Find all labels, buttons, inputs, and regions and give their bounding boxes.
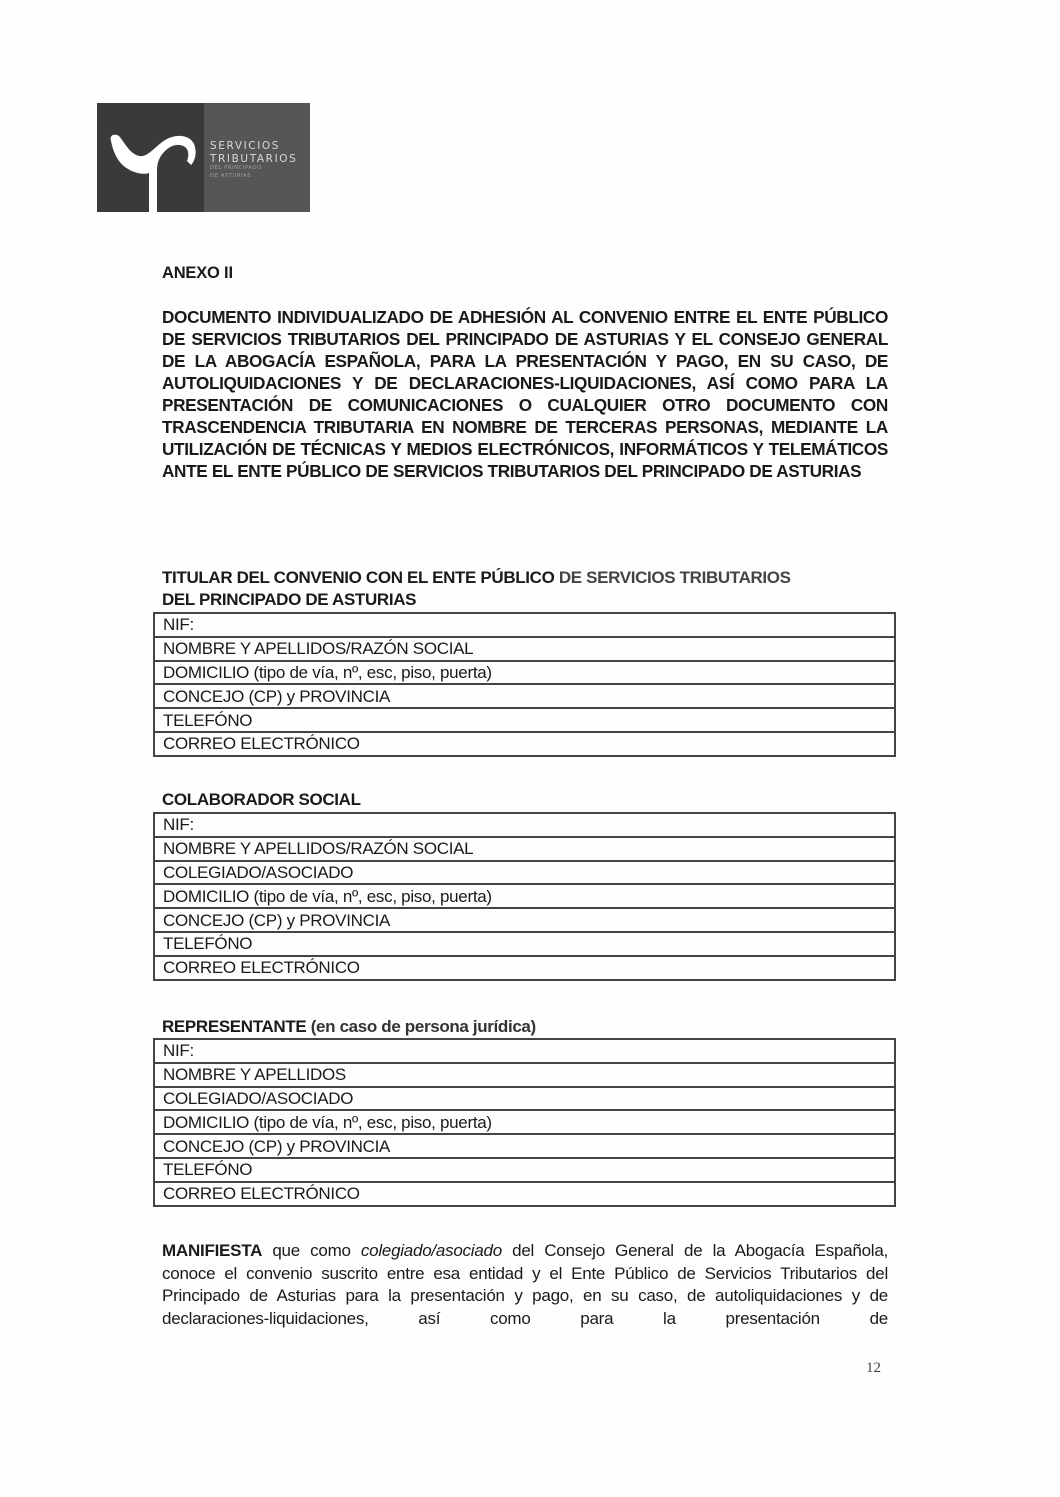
- table-row: [154, 1158, 895, 1182]
- section-title-titular: [162, 567, 892, 611]
- field-domicilio[interactable]: DOMICILIO (tipo de vía, nº, esc, piso, puerta): [154, 884, 895, 908]
- field-correo-electronico[interactable]: CORREO ELECTRÓNICO: [154, 732, 895, 756]
- table-row: [154, 1039, 895, 1063]
- table-row: [154, 1087, 895, 1111]
- field-telefono[interactable]: TELEFÓNO: [154, 932, 895, 956]
- field-domicilio[interactable]: DOMICILIO (tipo de vía, nº, esc, piso, puerta): [154, 1110, 895, 1134]
- titular-form-table: [153, 612, 896, 757]
- table-row: [154, 684, 895, 708]
- table-row: [154, 908, 895, 932]
- manifiesta-paragraph: [162, 1240, 888, 1330]
- logo-text: [210, 141, 297, 179]
- section-title-titular-line2: DEL PRINCIPADO DE ASTURIAS: [162, 590, 417, 609]
- field-concejo-provincia[interactable]: CONCEJO (CP) y PROVINCIA: [154, 684, 895, 708]
- manifiesta-text-1: que como: [262, 1241, 361, 1260]
- annex-heading: ANEXO II: [162, 264, 233, 282]
- section-title-representante-bold: REPRESENTANTE: [162, 1017, 307, 1036]
- table-row: [154, 1134, 895, 1158]
- manifiesta-italic: colegiado/asociado: [360, 1241, 502, 1260]
- section-title-representante-note: (en caso de persona jurídica): [310, 1017, 536, 1036]
- table-row: [154, 1182, 895, 1206]
- colaborador-form-table: [153, 812, 896, 981]
- field-concejo-provincia[interactable]: CONCEJO (CP) y PROVINCIA: [154, 908, 895, 932]
- table-row: [154, 637, 895, 661]
- field-correo-electronico[interactable]: CORREO ELECTRÓNICO: [154, 956, 895, 980]
- field-nif[interactable]: NIF:: [154, 1039, 895, 1063]
- section-title-colaborador: COLABORADOR SOCIAL: [162, 790, 361, 809]
- representante-form-table: [153, 1038, 896, 1207]
- logo-line-3: DEL PRINCIPADO: [210, 165, 262, 171]
- field-nombre-razon-social[interactable]: NOMBRE Y APELLIDOS/RAZÓN SOCIAL: [154, 637, 895, 661]
- manifiesta-text-2: del Consejo General de la Abogacía Española, conoce el convenio suscrito entre esa entidad y el Ente Público de Servicios Tributarios del Principado de Asturias para la presentación y pago, en su caso, de autoliquidaciones y de declaraciones-liquidaciones, así como para la presentación de: [162, 1241, 888, 1328]
- page-number: 12: [866, 1360, 881, 1376]
- field-concejo-provincia[interactable]: CONCEJO (CP) y PROVINCIA: [154, 1134, 895, 1158]
- table-row: [154, 813, 895, 837]
- table-row: [154, 708, 895, 732]
- logo-line-1: SERVICIOS: [210, 140, 281, 152]
- table-row: [154, 884, 895, 908]
- section-title-titular-part2: DE SERVICIOS TRIBUTARIOS: [558, 568, 791, 587]
- field-telefono[interactable]: TELEFÓNO: [154, 1158, 895, 1182]
- table-row: [154, 956, 895, 980]
- table-row: [154, 1063, 895, 1087]
- field-nombre-apellidos[interactable]: NOMBRE Y APELLIDOS: [154, 1063, 895, 1087]
- logo-line-4: DE ASTURIAS: [210, 172, 252, 179]
- table-row: [154, 732, 895, 756]
- table-row: [154, 932, 895, 956]
- field-nombre-razon-social[interactable]: NOMBRE Y APELLIDOS/RAZÓN SOCIAL: [154, 837, 895, 861]
- section-title-representante: [162, 1016, 892, 1038]
- table-row: [154, 661, 895, 685]
- field-nif[interactable]: NIF:: [154, 813, 895, 837]
- logo-line-2: TRIBUTARIOS: [210, 152, 298, 165]
- logo-mark-icon: [107, 123, 202, 212]
- table-row: [154, 837, 895, 861]
- field-colegiado-asociado[interactable]: COLEGIADO/ASOCIADO: [154, 861, 895, 885]
- field-telefono[interactable]: TELEFÓNO: [154, 708, 895, 732]
- table-row: [154, 1110, 895, 1134]
- field-nif[interactable]: NIF:: [154, 613, 895, 637]
- servicios-tributarios-logo: [97, 103, 310, 212]
- field-correo-electronico[interactable]: CORREO ELECTRÓNICO: [154, 1182, 895, 1206]
- document-title: DOCUMENTO INDIVIDUALIZADO DE ADHESIÓN AL CONVENIO ENTRE EL ENTE PÚBLICO DE SERVICIOS TRIBUTARIOS DEL PRINCIPADO DE ASTURIAS Y EL CONSEJO GENERAL DE LA ABOGACÍA ESPAÑOLA, PARA LA PRESENTACIÓN Y PAGO, EN SU CASO, DE AUTOLIQUIDACIONES Y DE DECLARACIONES-LIQUIDACIONES, ASÍ COMO PARA LA PRESENTACIÓN DE COMUNICACIONES O CUALQUIER OTRO DOCUMENTO CON TRASCENDENCIA TRIBUTARIA EN NOMBRE DE TERCERAS PERSONAS, MEDIANTE LA UTILIZACIÓN DE TÉCNICAS Y MEDIOS ELECTRÓNICOS, INFORMÁTICOS Y TELEMÁTICOS ANTE EL ENTE PÚBLICO DE SERVICIOS TRIBUTARIOS DEL PRINCIPADO DE ASTURIAS: [162, 307, 888, 481]
- table-row: [154, 861, 895, 885]
- table-row: [154, 613, 895, 637]
- field-colegiado-asociado[interactable]: COLEGIADO/ASOCIADO: [154, 1087, 895, 1111]
- section-title-titular-part1: TITULAR DEL CONVENIO CON EL ENTE PÚBLICO: [162, 568, 555, 587]
- manifiesta-lead: MANIFIESTA: [162, 1241, 263, 1260]
- field-domicilio[interactable]: DOMICILIO (tipo de vía, nº, esc, piso, puerta): [154, 661, 895, 685]
